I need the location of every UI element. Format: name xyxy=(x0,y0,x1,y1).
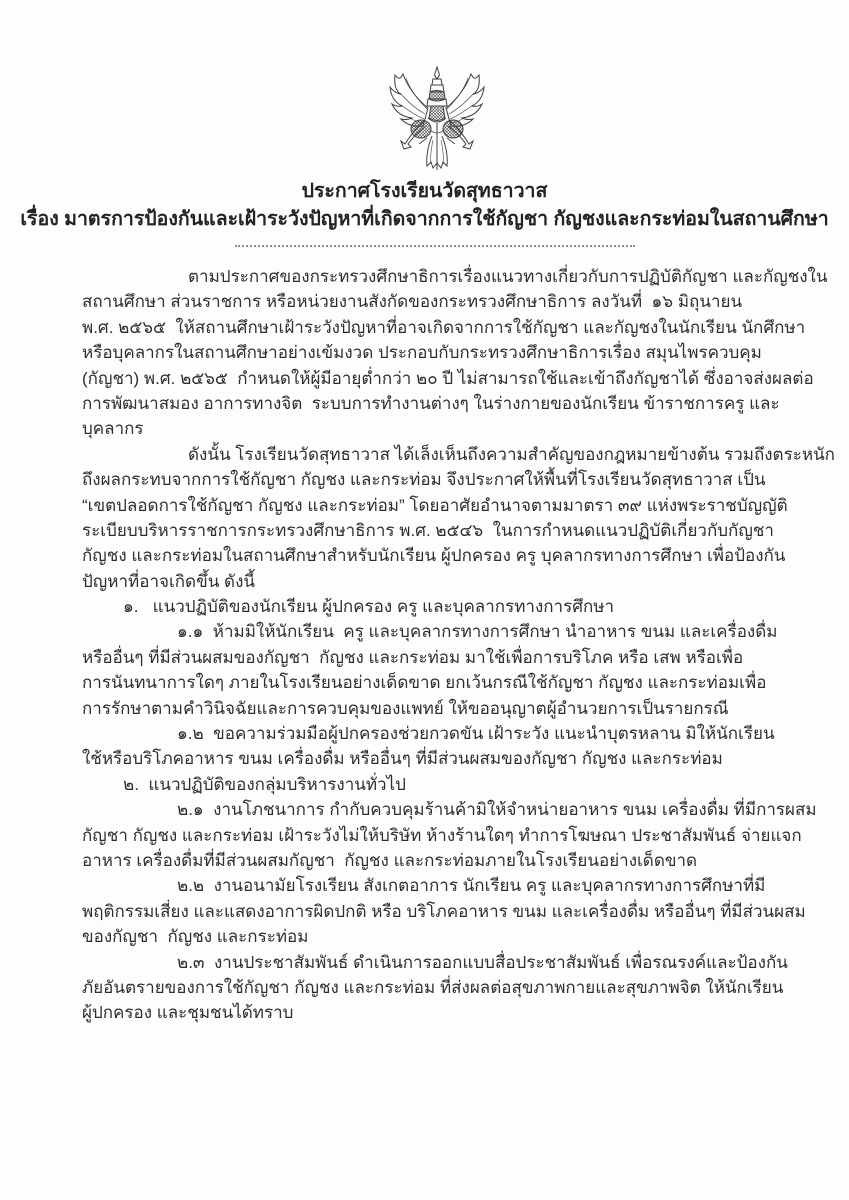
document-line: หรือบุคลากรในสถานศึกษาอย่างเข้มงวด ประกอบกับกระทรวงศึกษาธิการเรื่อง สมุนไพรควบคุม xyxy=(82,343,762,363)
document-line: ๑. แนวปฏิบัติของนักเรียน ผู้ปกครอง ครู และบุคลากรทางการศึกษา xyxy=(123,597,615,617)
document-line: พ.ศ. ๒๕๖๕ ให้สถานศึกษาเฝ้าระวังปัญหาที่อาจเกิดจากการใช้กัญชา และกัญชงในนักเรียน นักศึกษา xyxy=(82,317,806,337)
document-line: บุคลากร xyxy=(82,419,144,439)
garuda-emblem-icon xyxy=(384,66,490,176)
document-line: ภัยอันตรายของการใช้กัญชา กัญชง และกระท่อม ที่ส่งผลต่อสุขภาพกายและสุขภาพจิต ให้นักเรียน xyxy=(82,977,784,997)
document-line: การนันทนาการใดๆ ภายในโรงเรียนอย่างเด็ดขาด ยกเว้นกรณีใช้กัญชา กัญชง และกระท่อมเพื่อ xyxy=(82,673,767,693)
document-title: ประกาศโรงเรียนวัดสุทธาวาส xyxy=(301,180,548,202)
document-line: ใช้หรือบริโภคอาหาร ขนม เครื่องดื่ม หรืออื่นๆ ที่มีส่วนผสมของกัญชา กัญชง และกระท่อม xyxy=(82,749,723,769)
document-line: กัญชง และกระท่อมในสถานศึกษาสำหรับนักเรียน ผู้ปกครอง ครู บุคลากรทางการศึกษา เพื่อป้องกัน xyxy=(82,546,786,566)
document-line: ๒.๑ งานโภชนาการ กำกับควบคุมร้านค้ามิให้จำหน่ายอาหาร ขนม เครื่องดื่ม ที่มีการผสม xyxy=(177,800,817,820)
document-line: อาหาร เครื่องดื่มที่มีส่วนผสมกัญชา กัญชง และกระท่อมภายในโรงเรียนอย่างเด็ดขาด xyxy=(82,850,698,870)
document-line: ๒.๓ งานประชาสัมพันธ์ ดำเนินการออกแบบสื่อประชาสัมพันธ์ เพื่อรณรงค์และป้องกัน xyxy=(177,952,788,972)
document-line: การรักษาตามคำวินิจฉัยและการควบคุมของแพทย์ ให้ขออนุญาตผู้อำนวยการเป็นรายกรณี xyxy=(82,698,729,718)
document-line: ผู้ปกครอง และชุมชนได้ทราบ xyxy=(82,1003,294,1023)
document-line: ดังนั้น โรงเรียนวัดสุทธาวาส ได้เล็งเห็นถึงความสำคัญของกฎหมายข้างต้น รวมถึงตระหนัก xyxy=(188,444,835,464)
document-body xyxy=(82,264,835,1026)
document-line: ของกัญชา กัญชง และกระท่อม xyxy=(82,927,309,947)
document-line: ถึงผลกระทบจากการใช้กัญชา กัญชง และกระท่อม จึงประกาศให้พื้นที่โรงเรียนวัดสุทธาวาส เป็น xyxy=(82,470,766,490)
document-line: ๑.๑ ห้ามมิให้นักเรียน ครู และบุคลากรทางการศึกษา นำอาหาร ขนม และเครื่องดื่ม xyxy=(177,622,778,642)
document-line: ตามประกาศของกระทรวงศึกษาธิการเรื่องแนวทางเกี่ยวกับการปฏิบัติกัญชา และกัญชงใน xyxy=(188,267,828,286)
dotted-divider xyxy=(235,245,635,247)
document-line: สถานศึกษา ส่วนราชการ หรือหน่วยงานสังกัดของกระทรวงศึกษาธิการ ลงวันที่ ๑๖ มิถุนายน xyxy=(82,292,743,312)
document-subject: เรื่อง มาตรการป้องกันและเฝ้าระวังปัญหาที่เกิดจากการใช้กัญชา กัญชงและกระท่อมในสถานศึกษา xyxy=(20,208,829,230)
document-line: พฤติกรรมเสี่ยง และแสดงอาการผิดปกติ หรือ บริโภคอาหาร ขนม และเครื่องดื่ม หรืออื่นๆ ที่มีส่วนผสม xyxy=(82,901,806,921)
document-line: ๒.๒ งานอนามัยโรงเรียน สังเกตอาการ นักเรียน ครู และบุคลากรทางการศึกษาที่มี xyxy=(177,876,766,896)
document-line: “เขตปลอดการใช้กัญชา กัญชง และกระท่อม” โดยอาศัยอำนาจตามมาตรา ๓๙ แห่งพระราชบัญญัติ xyxy=(82,495,788,515)
document-line: ๒. แนวปฏิบัติของกลุ่มบริหารงานทั่วไป xyxy=(123,774,406,794)
document-line: (กัญชา) พ.ศ. ๒๕๖๕ กำหนดให้ผู้มีอายุต่ำกว่า ๒๐ ปี ไม่สามารถใช้และเข้าถึงกัญชาได้ ซึ่งอาจส่งผลต่อ xyxy=(82,368,814,388)
document-line: ระเบียบบริหารราชการกระทรวงศึกษาธิการ พ.ศ. ๒๕๔๖ ในการกำหนดแนวปฏิบัติเกี่ยวกับกัญชา xyxy=(82,520,774,540)
document-line: หรืออื่นๆ ที่มีส่วนผสมของกัญชา กัญชง และกระท่อม มาใช้เพื่อการบริโภค หรือ เสพ หรือเพื่อ xyxy=(82,647,744,667)
document-line: ปัญหาที่อาจเกิดขึ้น ดังนี้ xyxy=(82,571,256,591)
document-line: ๑.๒ ขอความร่วมมือผู้ปกครองช่วยกวดขัน เฝ้าระวัง แนะนำบุตรหลาน มิให้นักเรียน xyxy=(177,724,775,744)
document-line: การพัฒนาสมอง อาการทางจิต ระบบการทำงานต่างๆ ในร่างกายของนักเรียน ข้าราชการครู และ xyxy=(82,393,780,413)
document-line: กัญชา กัญชง และกระท่อม เฝ้าระวังไม่ให้บริษัท ห้างร้านใดๆ ทำการโฆษณา ประชาสัมพันธ์ จ่ายแจก xyxy=(82,825,802,845)
